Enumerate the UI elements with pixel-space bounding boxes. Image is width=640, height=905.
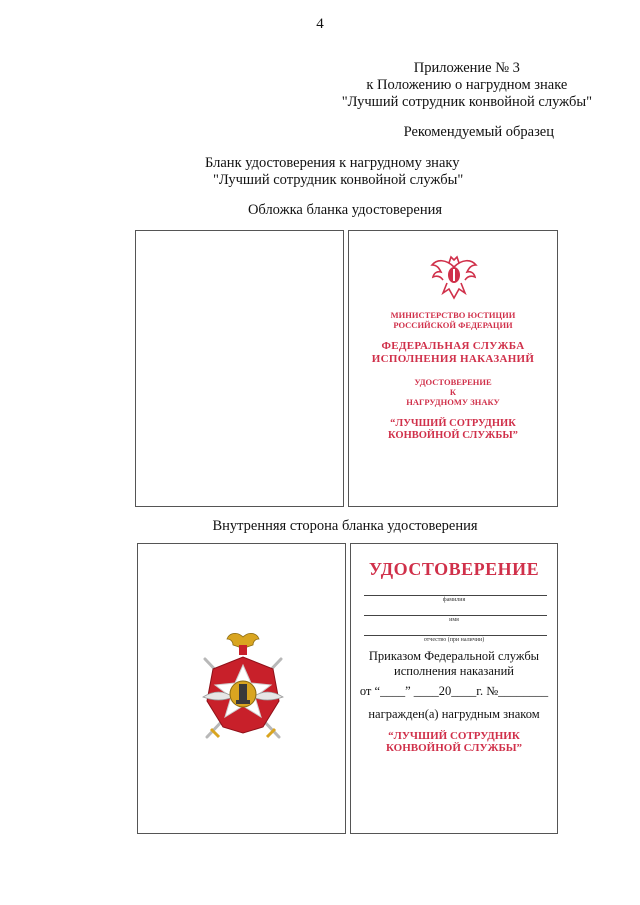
order-line-2: исполнения наказаний: [394, 664, 514, 678]
cover-cert-line-3: НАГРУДНОМУ ЗНАКУ: [406, 397, 500, 407]
inner-caption: Внутренняя сторона бланка удостоверения: [212, 518, 478, 534]
order-date-number: от “____” ____20____г. №________: [359, 684, 549, 698]
page-number: 4: [316, 16, 324, 32]
order-line-1: Приказом Федеральной службы: [368, 649, 540, 663]
cover-ministry-line-1: МИНИСТЕРСТВО ЮСТИЦИИ: [390, 310, 516, 320]
cover-service-line-1: ФЕДЕРАЛЬНАЯ СЛУЖБА: [381, 340, 525, 352]
blank-title-line-2: "Лучший сотрудник конвойной службы": [213, 172, 464, 188]
cover-ministry: [349, 310, 557, 330]
appendix-line-3: "Лучший сотрудник конвойной службы": [341, 94, 592, 110]
surname-line: [364, 595, 547, 596]
inner-left-panel: [137, 543, 346, 834]
inner-badge-line-1: “ЛУЧШИЙ СОТРУДНИК: [388, 730, 520, 742]
appendix-line-1: Приложение № 3: [413, 60, 520, 76]
cover-cert-line-2: К: [449, 387, 457, 397]
name-hint: имя: [449, 617, 459, 623]
blank-title: [205, 155, 463, 189]
cover-cert-line-1: УДОСТОВЕРЕНИЕ: [414, 377, 492, 387]
cover-caption: Обложка бланка удостоверения: [247, 202, 443, 218]
order-text: [351, 649, 557, 679]
cover-back-panel: [135, 230, 344, 507]
cover-service-name: [349, 340, 557, 366]
cover-ministry-line-2: РОССИЙСКОЙ ФЕДЕРАЦИИ: [393, 320, 513, 330]
name-line: [364, 615, 547, 616]
double-headed-eagle-emblem-icon: [429, 253, 479, 301]
inner-certificate-title: УДОСТОВЕРЕНИЕ: [368, 559, 540, 579]
cover-front-panel: [348, 230, 558, 507]
inner-right-panel: [350, 543, 558, 834]
cover-service-line-2: ИСПОЛНЕНИЯ НАКАЗАНИЙ: [371, 353, 535, 365]
cover-badge-name: [349, 418, 557, 442]
convoy-service-badge-icon: [193, 629, 293, 744]
surname-hint: фамилия: [442, 597, 466, 603]
cover-certificate-title: [349, 377, 557, 407]
appendix-header: [342, 60, 592, 111]
awarded-text: награжден(а) нагрудным знаком: [368, 707, 540, 721]
cover-badge-line-2: КОНВОЙНОЙ СЛУЖБЫ”: [388, 430, 518, 441]
appendix-line-2: к Положению о нагрудном знаке: [366, 77, 568, 93]
recommended-sample-label: Рекомендуемый образец: [403, 124, 554, 140]
patronymic-hint: отчество (при наличии): [423, 637, 485, 643]
inner-badge-line-2: КОНВОЙНОЙ СЛУЖБЫ”: [385, 742, 523, 754]
cover-badge-line-1: “ЛУЧШИЙ СОТРУДНИК: [390, 418, 516, 429]
inner-badge-name: [351, 730, 557, 754]
patronymic-line: [364, 635, 547, 636]
blank-title-line-1: Бланк удостоверения к нагрудному знаку: [205, 155, 460, 171]
